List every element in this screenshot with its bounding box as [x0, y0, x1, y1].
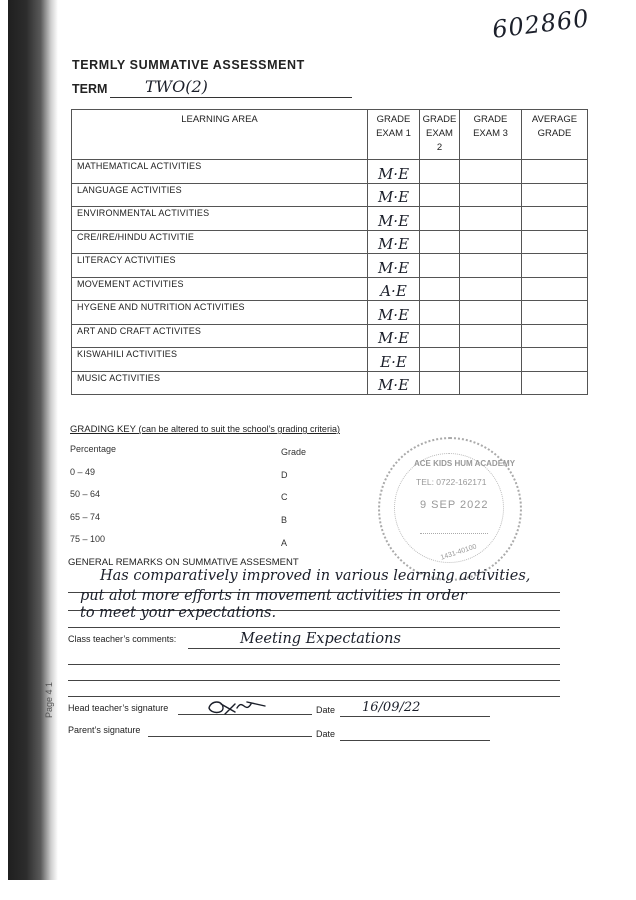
average-grade-cell — [522, 371, 588, 395]
side-page-label: Page 4 1 — [44, 681, 54, 718]
grade-exam2-cell — [420, 371, 460, 395]
header-average-grade: AVERAGE GRADE — [522, 110, 588, 160]
stamp-signature-line — [420, 533, 488, 534]
table-header-row — [72, 110, 588, 160]
term-value: TWO(2) — [145, 77, 208, 96]
grade-exam3-cell — [460, 230, 522, 254]
scan-margin — [0, 0, 8, 900]
grade-exam3-cell — [460, 207, 522, 231]
average-grade-cell — [522, 254, 588, 278]
grade-exam2-cell — [420, 160, 460, 184]
grade-exam3-cell — [460, 348, 522, 372]
class-teacher-rule — [188, 648, 560, 649]
term-label: TERM — [72, 82, 108, 96]
grade-exam1-cell: M·E — [368, 160, 420, 184]
grade-exam2-cell — [420, 277, 460, 301]
document-number: 602860 — [490, 4, 591, 44]
grading-key-range: 75 – 100 — [70, 534, 106, 544]
stamp-school-name: ACE KIDS HUM ACADEMY — [414, 459, 516, 468]
grade-exam1-cell: M·E — [368, 301, 420, 325]
learning-area-cell: MOVEMENT ACTIVITIES — [72, 277, 368, 301]
grade-exam2-cell — [420, 254, 460, 278]
table-row — [72, 301, 588, 325]
grade-exam1-cell: M·E — [368, 254, 420, 278]
head-teacher-signature — [205, 696, 269, 718]
class-teacher-label: Class teacher’s comments: — [68, 634, 177, 644]
head-teacher-signature-label: Head teacher’s signature — [68, 703, 169, 713]
table-row — [72, 277, 588, 301]
comment-rule — [68, 664, 560, 665]
learning-area-cell: MATHEMATICAL ACTIVITIES — [72, 160, 368, 184]
scan-shadow-edge — [0, 0, 58, 900]
stamp-date: 9 SEP 2022 — [420, 499, 489, 511]
average-grade-cell — [522, 277, 588, 301]
learning-area-cell: CRE/IRE/HINDU ACTIVITIE — [72, 230, 368, 254]
learning-area-cell: MUSIC ACTIVITIES — [72, 371, 368, 395]
grade-exam2-cell — [420, 207, 460, 231]
grade-exam2-cell — [420, 301, 460, 325]
grading-key-range: 0 – 49 — [70, 467, 96, 477]
header-grade-exam2: GRADE EXAM 2 — [420, 110, 460, 160]
grade-exam2-cell — [420, 324, 460, 348]
table-row — [72, 230, 588, 254]
grading-key-heading: GRADING KEY (can be altered to suit the school’s grading criteria) — [70, 424, 340, 435]
table-row — [72, 160, 588, 184]
head-teacher-date-line — [340, 716, 490, 717]
average-grade-cell — [522, 230, 588, 254]
grading-key-percentage-header: Percentage — [70, 444, 117, 454]
page-title: TERMLY SUMMATIVE ASSESSMENT — [72, 58, 305, 72]
grade-exam2-cell — [420, 348, 460, 372]
table-row — [72, 348, 588, 372]
grade-exam3-cell — [460, 183, 522, 207]
average-grade-cell — [522, 183, 588, 207]
grading-key-range: 50 – 64 — [70, 489, 101, 499]
remark-rule — [68, 627, 560, 628]
grading-key-grade: C — [281, 492, 288, 502]
school-stamp — [378, 437, 522, 581]
parent-date-line — [340, 740, 490, 741]
general-remark-line: to meet your expectations. — [80, 605, 277, 621]
grades-table — [71, 109, 588, 395]
grade-exam1-cell: A·E — [368, 277, 420, 301]
grade-exam3-cell — [460, 371, 522, 395]
average-grade-cell — [522, 301, 588, 325]
grade-exam1-cell: M·E — [368, 207, 420, 231]
learning-area-cell: LITERACY ACTIVITIES — [72, 254, 368, 278]
grade-exam1-cell: M·E — [368, 183, 420, 207]
general-remark-line: put alot more efforts in movement activities in order — [80, 588, 467, 604]
grade-exam1-cell: E·E — [368, 348, 420, 372]
grade-exam3-cell — [460, 160, 522, 184]
header-grade-exam1: GRADE EXAM 1 — [368, 110, 420, 160]
grade-exam1-cell: M·E — [368, 324, 420, 348]
general-remark-line: Has comparatively improved in various learning activities, — [100, 568, 531, 584]
grade-exam3-cell — [460, 324, 522, 348]
average-grade-cell — [522, 160, 588, 184]
head-teacher-date-value: 16/09/22 — [362, 700, 421, 715]
grade-exam2-cell — [420, 183, 460, 207]
learning-area-cell: ART AND CRAFT ACTIVITES — [72, 324, 368, 348]
average-grade-cell — [522, 324, 588, 348]
grading-key-subheading: (can be altered to suit the school’s grading criteria) — [136, 424, 340, 434]
comment-rule — [68, 680, 560, 681]
grade-exam3-cell — [460, 301, 522, 325]
learning-area-cell: HYGENE AND NUTRITION ACTIVITIES — [72, 301, 368, 325]
grade-exam1-cell: M·E — [368, 230, 420, 254]
table-row — [72, 207, 588, 231]
grade-exam2-cell — [420, 230, 460, 254]
table-row — [72, 324, 588, 348]
learning-area-cell: KISWAHILI ACTIVITIES — [72, 348, 368, 372]
table-row — [72, 371, 588, 395]
grade-exam1-cell: M·E — [368, 371, 420, 395]
average-grade-cell — [522, 348, 588, 372]
grading-key-grade: A — [281, 538, 288, 548]
term-underline — [110, 97, 352, 98]
table-row — [72, 254, 588, 278]
grade-exam3-cell — [460, 277, 522, 301]
parent-signature-label: Parent’s signature — [68, 725, 141, 735]
grading-key-range: 65 – 74 — [70, 512, 101, 522]
grading-key-grade-header: Grade — [281, 447, 307, 457]
learning-area-cell: ENVIRONMENTAL ACTIVITIES — [72, 207, 368, 231]
general-remarks-heading: GENERAL REMARKS ON SUMMATIVE ASSESMENT — [68, 557, 299, 568]
header-learning-area: LEARNING AREA — [72, 110, 368, 160]
parent-signature-line — [148, 736, 312, 737]
stamp-telephone: TEL: 0722-162171 — [416, 477, 487, 487]
parent-date-label: Date — [316, 729, 336, 739]
grade-exam3-cell — [460, 254, 522, 278]
scan-margin-bottom — [0, 880, 60, 900]
comment-rule — [68, 696, 560, 697]
grading-key-grade: D — [281, 470, 288, 480]
grading-key-grade: B — [281, 515, 288, 525]
header-grade-exam3: GRADE EXAM 3 — [460, 110, 522, 160]
average-grade-cell — [522, 207, 588, 231]
class-teacher-comment: Meeting Expectations — [240, 631, 401, 647]
head-teacher-date-label: Date — [316, 705, 336, 715]
table-row — [72, 183, 588, 207]
stamp-postal: 1431-40100 — [439, 543, 478, 562]
learning-area-cell: LANGUAGE ACTIVITIES — [72, 183, 368, 207]
